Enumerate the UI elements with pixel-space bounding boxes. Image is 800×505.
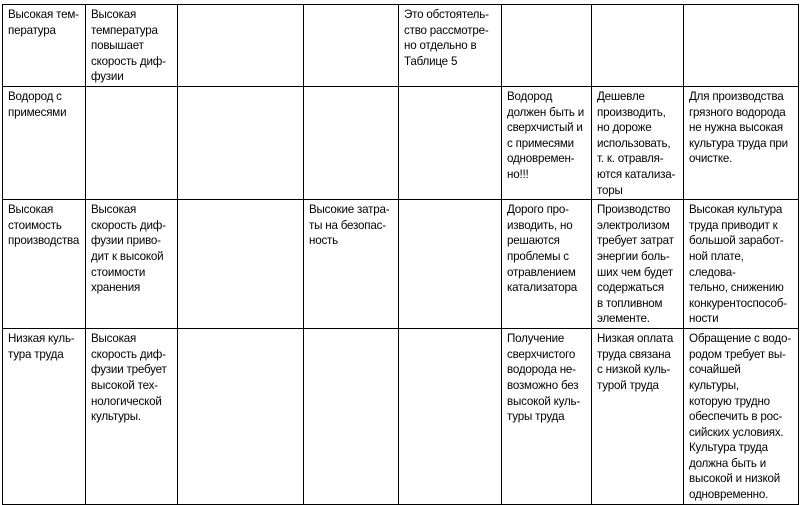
table-row xyxy=(3,200,799,329)
table-cell xyxy=(399,200,502,329)
table-row xyxy=(3,5,799,87)
table-cell xyxy=(178,329,304,505)
table-cell: Высокие затра- ты на безопас- ность xyxy=(304,200,399,329)
comparison-table xyxy=(2,4,799,505)
table-cell xyxy=(178,86,304,199)
table-cell xyxy=(304,86,399,199)
table-cell: Получение сверхчистого водорода не- возможно без высокой куль- туры труда xyxy=(502,329,592,505)
table-cell xyxy=(304,5,399,87)
table-cell: Водород должен быть и сверхчистый и с примесями одновремен- но!!! xyxy=(502,86,592,199)
table-cell: Высокая температура повышает скорость диф- фузии xyxy=(86,5,178,87)
table-cell xyxy=(178,200,304,329)
table-cell xyxy=(304,329,399,505)
table-cell: Дорого про- изводить, но решаются проблемы с отравлением катализатора xyxy=(502,200,592,329)
row-header-cell: Низкая куль- тура труда xyxy=(3,329,86,505)
row-header-cell: Высокая тем- пература xyxy=(3,5,86,87)
table-cell: Низкая оплата труда связана с низкой куль- турой труда xyxy=(592,329,684,505)
table-row xyxy=(3,329,799,505)
row-header-cell: Высокая стоимость производства xyxy=(3,200,86,329)
table-cell: Дешевле производить, но дороже использовать, т. к. отравля- ются катализа- торы xyxy=(592,86,684,199)
table-cell: Это обстоятель- ство рассмотре- но отдельно в Таблице 5 xyxy=(399,5,502,87)
table-cell xyxy=(592,5,684,87)
table-cell: Высокая скорость диф- фузии приво- дит к высокой стоимости хранения xyxy=(86,200,178,329)
table-cell: Производство электролизом требует затрат энергии боль- ших чем будет содержаться в топливном элементе. xyxy=(592,200,684,329)
table-cell: Высокая культура труда приводит к большой заработ- ной плате, следова- тельно, снижению конкурентоспособ- ности xyxy=(684,200,799,329)
table-cell xyxy=(178,5,304,87)
table-cell: Обращение с водо- родом требует вы- сочайшей культуры, которую трудно обеспечить в рос- сийских условиях. Культура труда должна быть и высокой и низкой одновременно. xyxy=(684,329,799,505)
table-cell: Высокая скорость диф- фузии требует высокой тех- нологической культуры. xyxy=(86,329,178,505)
table-cell xyxy=(399,329,502,505)
table-cell xyxy=(399,86,502,199)
row-header-cell: Водород с примесями xyxy=(3,86,86,199)
table-cell xyxy=(86,86,178,199)
table-cell: Для производства грязного водорода не нужна высокая культура труда при очистке. xyxy=(684,86,799,199)
table-row xyxy=(3,86,799,199)
table-cell xyxy=(502,5,592,87)
table-cell xyxy=(684,5,799,87)
